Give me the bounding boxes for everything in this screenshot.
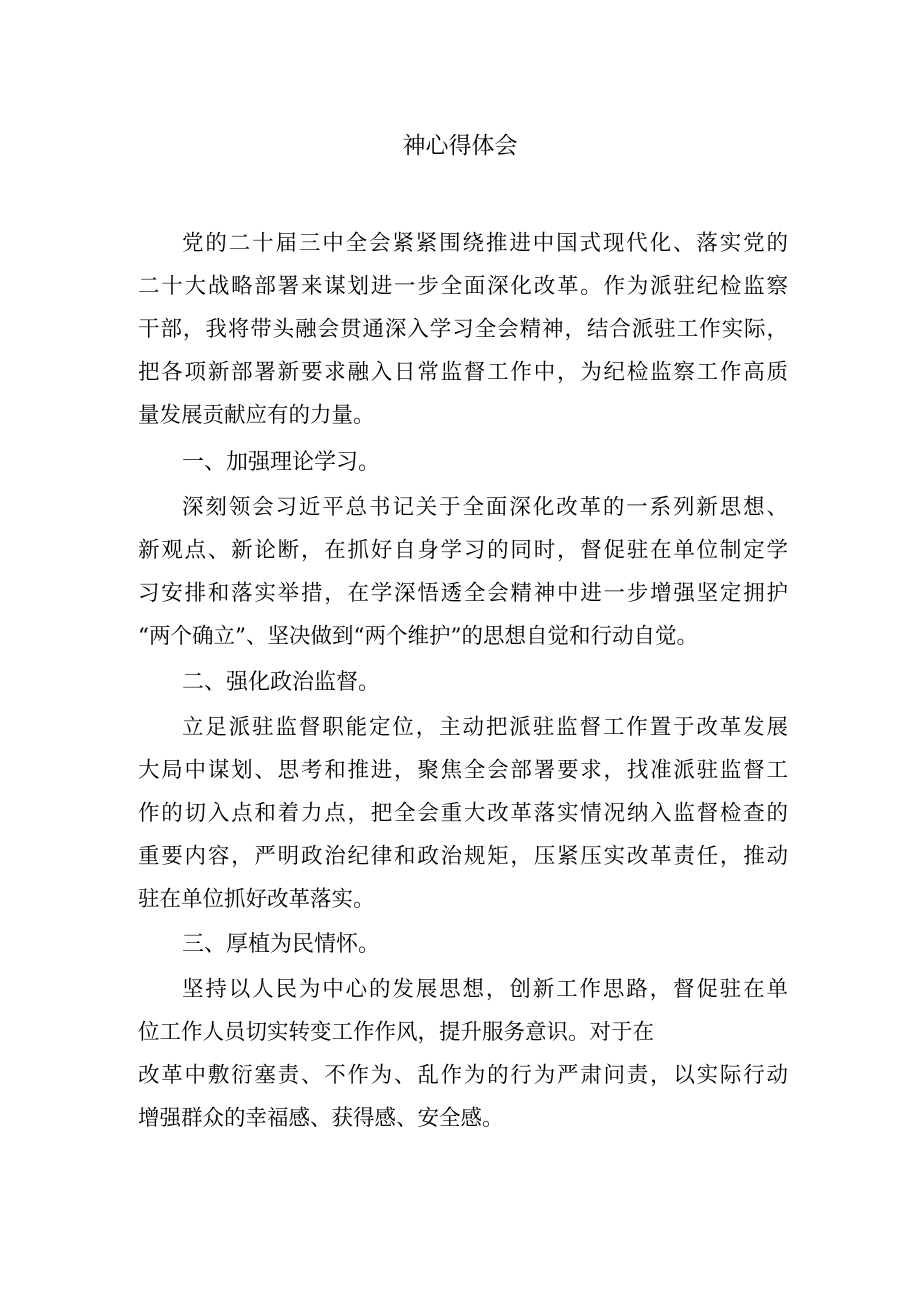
intro-line-4: 把各项新部署新要求融入日常监督工作中，为纪检监察工作高质 — [138, 360, 788, 385]
section-2-line-2: 大局中谋划、思考和推进，聚焦全会部署要求，找准派驻监督工 — [138, 758, 788, 783]
section-3-line-3: 改革中敷衍塞责、不作为、乱作为的行为严肃问责，以实际行动 — [138, 1063, 788, 1088]
section-1-heading: 一、加强理论学习。 — [182, 450, 381, 475]
section-3-line-4: 增强群众的幸福感、获得感、安全感。 — [138, 1106, 504, 1131]
intro-line-3: 干部，我将带头融会贯通深入学习全会精神，结合派驻工作实际， — [138, 317, 788, 342]
section-2-heading: 二、强化政治监督。 — [182, 670, 381, 695]
intro-line-1: 党的二十届三中全会紧紧围绕推进中国式现代化、落实党的 — [182, 231, 788, 256]
section-1-line-4: “两个确立”、坚决做到“两个维护”的思想自觉和行动自觉。 — [138, 624, 698, 649]
section-1-line-2: 新观点、新论断，在抓好自身学习的同时，督促驻在单位制定学 — [138, 538, 788, 563]
section-3-line-1: 坚持以人民为中心的发展思想，创新工作思路，督促驻在单 — [182, 977, 788, 1002]
section-2-line-5: 驻在单位抓好改革落实。 — [138, 887, 375, 912]
intro-line-5: 量发展贡献应有的力量。 — [138, 403, 375, 428]
section-3-line-2: 位工作人员切实转变工作作风，提升服务意识。对于在 — [138, 1020, 655, 1045]
section-1-line-1: 深刻领会习近平总书记关于全面深化改革的一系列新思想、 — [182, 495, 788, 520]
intro-line-2: 二十大战略部署来谋划进一步全面深化改革。作为派驻纪检监察 — [138, 274, 788, 299]
section-1-line-3: 习安排和落实举措，在学深悟透全会精神中进一步增强坚定拥护 — [138, 581, 788, 606]
section-2-line-4: 重要内容，严明政治纪律和政治规矩，压紧压实改革责任，推动 — [138, 844, 788, 869]
document-title: 神心得体会 — [402, 133, 518, 159]
section-2-line-3: 作的切入点和着力点，把全会重大改革落实情况纳入监督检查的 — [138, 801, 788, 826]
section-2-line-1: 立足派驻监督职能定位，主动把派驻监督工作置于改革发展 — [182, 715, 788, 740]
section-3-heading: 三、厚植为民情怀。 — [182, 932, 381, 957]
